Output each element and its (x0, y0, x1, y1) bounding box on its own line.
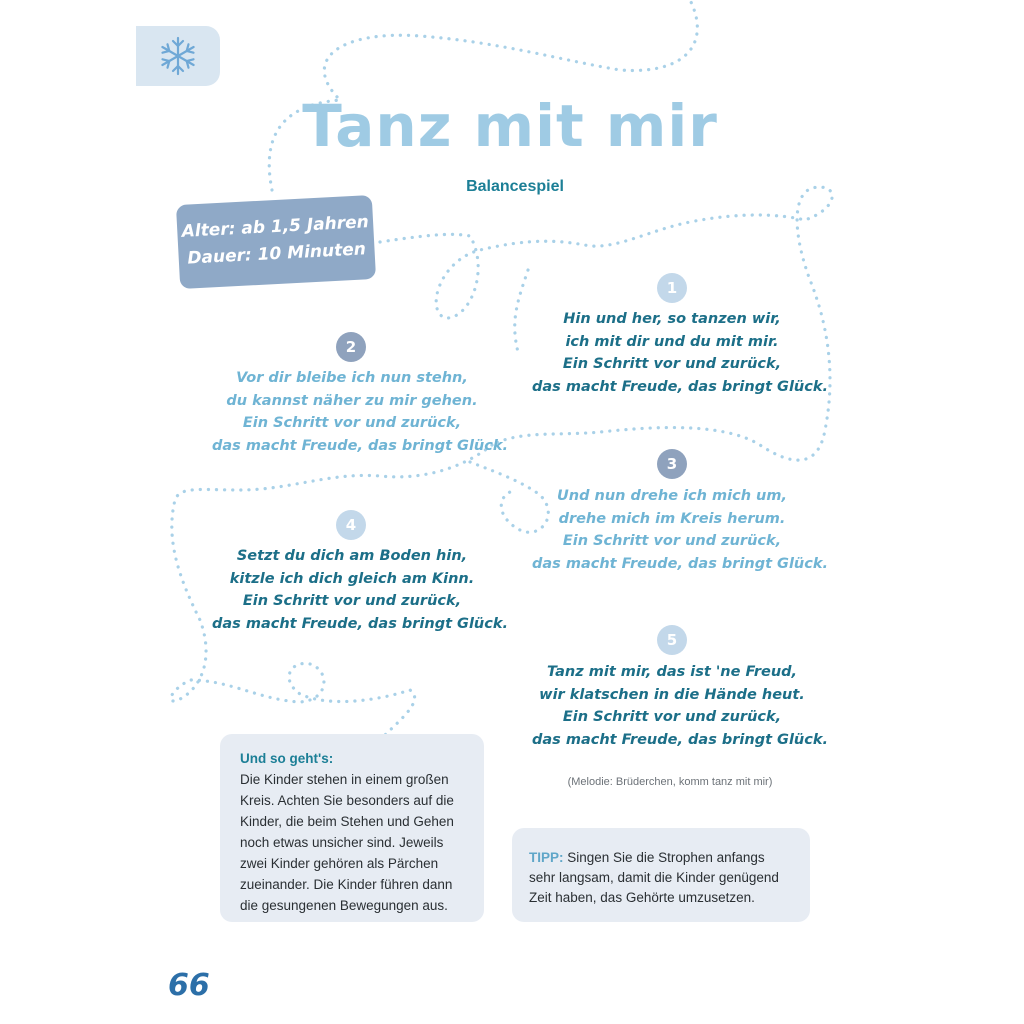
melody-note: (Melodie: Brüderchen, komm tanz mit mir) (567, 776, 773, 788)
verse-4 (212, 545, 508, 635)
verse-line: das macht Freude, das bringt Glück. (532, 555, 828, 572)
instructions-line: die gesungenen Bewegungen aus. (240, 898, 448, 913)
verse-3 (532, 485, 828, 575)
verse-line: das macht Freude, das bringt Glück. (212, 615, 508, 632)
verse-number-badge: 1 (657, 273, 687, 303)
verse-line: das macht Freude, das bringt Glück. (212, 437, 508, 454)
verse-line: Tanz mit mir, das ist 'ne Freud, (546, 664, 798, 680)
instructions-line: zwei Kinder gehören als Pärchen (240, 856, 439, 871)
verse-line: Hin und her, so tanzen wir, (563, 311, 781, 327)
verse-line: das macht Freude, das bringt Glück. (532, 731, 828, 748)
verse-number-badge: 4 (336, 510, 366, 540)
instructions-line: zueinander. Die Kinder führen dann (240, 877, 453, 892)
verse-number-badge: 2 (336, 332, 366, 362)
verse-line: Ein Schritt vor und zurück, (242, 415, 462, 431)
verse-line: das macht Freude, das bringt Glück. (532, 378, 828, 395)
page-title: Tanz mit mir (302, 92, 718, 160)
verse-line: Setzt du dich am Boden hin, (236, 548, 468, 564)
instructions-line: Kinder, die beim Stehen und Gehen (240, 814, 454, 829)
instructions-heading: Und so geht's: (240, 751, 334, 766)
verse-2 (212, 367, 508, 457)
verse-line: Ein Schritt vor und zurück, (562, 709, 782, 725)
snowflake-icon (158, 35, 198, 77)
verse-line: kitzle ich dich gleich am Kinn. (229, 570, 475, 587)
verse-number-badge: 5 (657, 625, 687, 655)
verse-line: Ein Schritt vor und zurück, (562, 356, 782, 372)
tip-line: sehr langsam, damit die Kinder genügend (529, 870, 779, 885)
age-label: Alter: ab 1,5 Jahren (181, 212, 370, 242)
duration-label: Dauer: 10 Minuten (186, 239, 367, 269)
page-subtitle: Balancespiel (466, 178, 564, 195)
verse-line: wir klatschen in die Hände heut. (539, 686, 805, 703)
verse-line: drehe mich im Kreis herum. (558, 510, 786, 527)
page-number: 66 (168, 968, 210, 1003)
verse-line: Ein Schritt vor und zurück, (242, 593, 462, 609)
verse-line: Ein Schritt vor und zurück, (562, 533, 782, 549)
tip-label: TIPP: (529, 850, 564, 865)
verse-line: Vor dir bleibe ich nun stehn, (236, 370, 468, 386)
verse-line: ich mit dir und du mit mir. (565, 333, 779, 350)
instructions-line: noch etwas unsicher sind. Jeweils (240, 835, 444, 850)
tip-line: Singen Sie die Strophen anfangs (563, 850, 765, 865)
instructions-line: Kreis. Achten Sie besonders auf die (240, 793, 454, 808)
tip-box (512, 828, 810, 922)
tip-line: Zeit haben, das Gehörte umzusetzen. (529, 890, 755, 905)
instructions-box (220, 734, 484, 922)
verse-1 (532, 308, 828, 398)
age-duration-box (176, 195, 376, 289)
verse-5 (532, 661, 828, 751)
verse-number-badge: 3 (657, 449, 687, 479)
verse-line: Und nun drehe ich mich um, (556, 488, 788, 504)
instructions-line: Die Kinder stehen in einem großen (240, 772, 449, 787)
corner-tab (136, 26, 220, 86)
verse-line: du kannst näher zu mir gehen. (226, 392, 478, 409)
